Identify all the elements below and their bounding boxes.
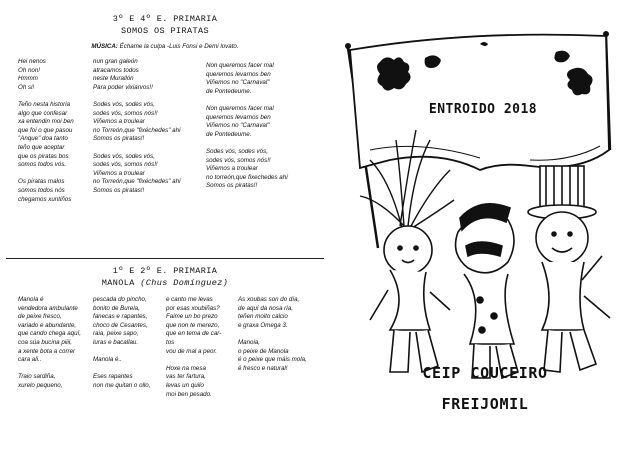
stanza <box>18 178 74 204</box>
carnival-kids-illustration <box>330 0 640 452</box>
lyric-line: Viñemos no "Carnaval" <box>206 122 270 130</box>
lyric-line: queremos levarnos ben <box>206 113 271 121</box>
section-divider <box>6 258 324 259</box>
lyric-line: raia, peixe sapo, <box>93 330 139 338</box>
school-name-line-2: FREIJOMIL <box>441 395 529 413</box>
bottom-song-credit: (Chus Domínguez) <box>140 278 229 288</box>
lyric-line: cara ali.. <box>18 356 42 364</box>
bottom-lyrics-col-1 <box>18 296 81 399</box>
lyric-line: Eses rapantes <box>93 373 133 381</box>
lyric-line: tos <box>166 338 175 346</box>
lyric-line: de aquí da nosa ría, <box>238 304 294 312</box>
stanza <box>166 365 221 399</box>
lyric-line: coa súa bucina piiii, <box>18 338 73 346</box>
lyric-line: Manola, <box>238 338 261 346</box>
top-section-heading <box>0 14 330 36</box>
lyric-line: Teño nesta historia <box>18 100 71 108</box>
school-name-line-1: CEIP COUCEIRO <box>422 364 548 382</box>
stanza <box>238 339 307 373</box>
lyric-line: Oh si! <box>18 83 35 91</box>
lyric-line: neste Murallón <box>93 75 134 83</box>
lyric-line: luras e bacallau. <box>93 338 139 346</box>
lyric-line: Hei nenos <box>18 58 46 65</box>
lyric-line: xa entendin moi ben <box>18 118 74 126</box>
lyric-line: Hoxe na mesa <box>166 364 206 372</box>
lyric-line: moi ben pesado. <box>166 390 212 398</box>
stanza <box>206 62 288 96</box>
top-grade-heading: 3º E 4º E. PRIMARIA <box>112 14 218 24</box>
lyric-line: sodes vós, somos nós!! <box>206 156 271 164</box>
lyric-line: teñen moito calcio <box>238 313 288 321</box>
lyric-line: Non queremos facer mal <box>206 104 274 112</box>
lyric-line: no torreón,que fixechedes ahí <box>206 173 288 181</box>
lyric-line: Non queremos facer mal <box>206 62 274 69</box>
stanza <box>18 101 74 170</box>
bottom-section-heading <box>0 266 330 288</box>
stanza <box>93 356 150 365</box>
bottom-lyrics-col-3 <box>166 296 221 408</box>
lyric-line: e graxa Omega 3. <box>238 321 288 329</box>
lyric-line: bonito de Burela, <box>93 304 140 312</box>
lyric-line: por esas xoubiñas? <box>166 304 220 312</box>
lyric-line: Para poder vixiarvos!! <box>93 83 153 91</box>
lyric-line: sodes vós, somos nós!! <box>93 161 158 169</box>
cover-panel <box>330 0 640 452</box>
lyric-line: sodes vós, somos nós!! <box>93 109 158 117</box>
lyric-line: Viñemos a troulear <box>93 118 145 126</box>
kid-middle <box>456 204 518 378</box>
lyric-line: algo que confesar <box>18 109 68 117</box>
lyric-line: Traio sardiña, <box>18 373 56 381</box>
kid-right <box>528 166 610 372</box>
lyric-line: Sodes vós, sodes vós, <box>206 147 268 155</box>
lyric-line: é o peixe que máis mola, <box>238 356 307 364</box>
lyric-line: Sodes vós, sodes vós, <box>93 152 155 160</box>
stanza <box>18 373 81 390</box>
lyric-line: chegamos xuntiños <box>18 195 72 203</box>
lyric-line: Viñemos a troulear <box>206 165 258 173</box>
lyric-line: teño que aceptar <box>18 143 65 151</box>
stanza <box>18 58 74 92</box>
top-lyrics-col-1 <box>18 58 74 213</box>
stanza <box>206 148 288 191</box>
lyric-line: queremos levarnos ben <box>206 70 271 78</box>
bottom-lyrics-col-4 <box>238 296 307 382</box>
lyric-line: variado e abundante, <box>18 321 77 329</box>
lyric-line: somos todos vós. <box>18 161 67 169</box>
stanza <box>93 296 150 348</box>
lyric-line: As xoubas son do día, <box>238 296 300 303</box>
bottom-grade-heading: 1º E 2º E. PRIMARIA <box>112 266 218 276</box>
lyric-line: no Torreón,que "fixéchedes" ahí <box>93 178 181 186</box>
lyric-line: que os piratas bos <box>18 152 69 160</box>
stanza <box>93 153 181 196</box>
lyric-line: Somos os piratas!! <box>206 182 258 190</box>
banner-title: ENTROIDO 2018 <box>428 102 538 117</box>
lyric-line: Oh non! <box>18 66 41 74</box>
lyric-line: Hmmm <box>18 75 38 83</box>
stanza <box>166 296 221 356</box>
lyric-line: Somos os piratas!! <box>93 135 145 143</box>
lyric-line: Faime un bo prezo <box>166 313 218 321</box>
lyric-line: de Pontedeume. <box>206 87 252 95</box>
lyric-line: pescada do pincho, <box>93 296 147 303</box>
lyric-line: vas ter fartura, <box>166 373 206 381</box>
lyric-line: xurelo pequeno, <box>18 381 63 389</box>
lyric-line: Os piratas malos <box>18 178 65 186</box>
lyric-line: Manola é.. <box>93 356 122 364</box>
stanza <box>93 373 150 390</box>
music-label: MÚSICA: <box>91 43 118 50</box>
lyric-line: nun gran galeón <box>93 58 138 65</box>
lyric-line: vendedora ambulante <box>18 304 78 312</box>
music-text: Échame la culpa -Luis Fonsi e Demi lovato. <box>119 43 239 50</box>
lyric-line: que cando chega aquí, <box>18 330 81 338</box>
stanza <box>18 296 81 365</box>
lyric-line: non me quitan o ollo, <box>93 381 151 389</box>
lyric-line: Manola é <box>18 296 44 303</box>
lyric-line: Viñemos a troulear <box>93 169 145 177</box>
top-lyrics-col-3 <box>206 62 288 200</box>
stanza <box>238 296 307 330</box>
lyric-line: e canto me levas <box>166 296 213 303</box>
lyric-line: no Torreón,que "fixéchedes" ahí <box>93 126 181 134</box>
lyric-line: que foi o que pasou <box>18 126 73 134</box>
bottom-song-title <box>0 278 330 288</box>
lyric-line: fanecas e rapantes, <box>93 313 148 321</box>
top-song-title: SOMOS OS PIRATAS <box>120 26 209 36</box>
lyric-line: Sodes vós, sodes vós, <box>93 100 155 108</box>
top-lyrics-col-2 <box>93 58 181 204</box>
lyric-line: é fresco e natural! <box>238 364 288 372</box>
lyric-line: o peixe de Manola <box>238 347 289 355</box>
lyric-line: de peixe fresco, <box>18 313 62 321</box>
stanza <box>206 105 288 139</box>
lyric-line: a xente bota a correr <box>18 347 76 355</box>
stanza <box>93 58 181 92</box>
lyric-line: de Pontedeume. <box>206 130 252 138</box>
stanza <box>93 101 181 144</box>
lyric-line: somos todos nós <box>18 186 65 194</box>
lyric-line: atracamos todos <box>93 66 139 74</box>
lyric-line: vou de mal a peor. <box>166 347 218 355</box>
lyric-line: Somos os piratas!! <box>93 186 145 194</box>
lyric-line: choco de Cesantes, <box>93 321 148 329</box>
lyric-line: levas un quilo <box>166 381 204 389</box>
music-credit <box>0 43 330 50</box>
bottom-lyrics-col-2 <box>93 296 150 399</box>
lyric-line: Viñemos no "Carnaval" <box>206 79 270 87</box>
lyric-line: "Anque" doa tanto <box>18 135 68 143</box>
lyric-line: que en tema de car- <box>166 330 222 338</box>
bottom-song-name: MANOLA <box>101 278 135 288</box>
kid-left <box>370 226 450 372</box>
lyric-line: que non te merezo, <box>166 321 220 329</box>
